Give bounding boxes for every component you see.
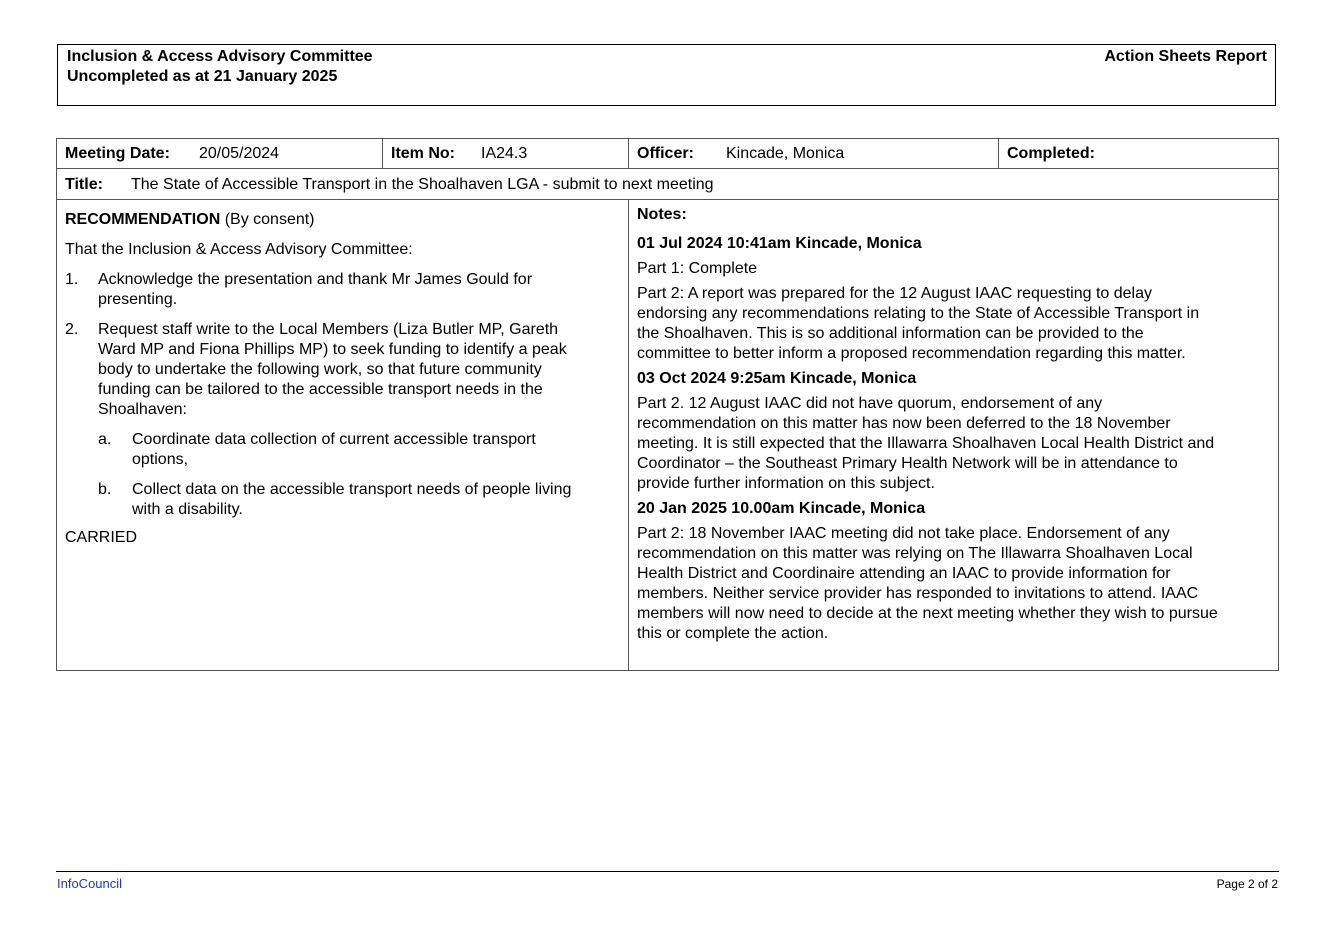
note-line: recommendation on this matter was relying on The Illawarra Shoalhaven Local	[637, 545, 1193, 562]
recommendation-subitem	[132, 480, 571, 520]
title-text: The State of Accessible Transport in the Shoalhaven LGA - submit to next meeting	[131, 176, 714, 193]
recommendation-subitem	[132, 430, 536, 470]
note-heading: 01 Jul 2024 10:41am Kincade, Monica	[637, 235, 922, 252]
note-line: members will now need to decide at the next meeting whether they wish to pursue	[637, 605, 1218, 622]
officer-cell	[628, 139, 998, 169]
completed-label: Completed:	[1007, 145, 1095, 162]
note-line: Part 2: A report was prepared for the 12 August IAAC requesting to delay	[637, 285, 1152, 302]
report-type: Action Sheets Report	[1104, 48, 1267, 65]
report-status: Uncompleted as at 21 January 2025	[67, 68, 338, 85]
meeting-date-cell	[57, 139, 382, 169]
item-no-cell	[382, 139, 629, 169]
note-line: Part 1: Complete	[637, 260, 758, 277]
note-line: the Shoalhaven. This is so additional information can be provided to the	[637, 325, 1144, 342]
note-heading: 20 Jan 2025 10.00am Kincade, Monica	[637, 500, 926, 517]
notes-section	[628, 200, 1278, 670]
note-paragraph	[637, 259, 757, 279]
item-line: body to undertake the following work, so that future community	[98, 361, 542, 378]
item-number: 1.	[65, 271, 79, 288]
note-line: Part 2. 12 August IAAC did not have quorum, endorsement of any	[637, 395, 1103, 412]
recommendation-item	[98, 320, 567, 420]
note-line: endorsing any recommendations relating to the State of Accessible Transport in	[637, 305, 1200, 322]
recommendation-heading	[65, 210, 315, 230]
completed-cell	[998, 139, 1278, 169]
note-line: Health District and Coordinaire attending an IAAC to provide information for	[637, 565, 1171, 582]
note-line: committee to better inform a proposed recommendation regarding this matter.	[637, 345, 1186, 362]
recommendation-intro: That the Inclusion & Access Advisory Committee:	[65, 241, 413, 258]
note-line: provide further information on this subject.	[637, 475, 935, 492]
footer-brand: InfoCouncil	[57, 876, 123, 891]
notes-label: Notes:	[637, 206, 687, 223]
meeting-date-label: Meeting Date:	[65, 145, 170, 162]
subitem-line: Coordinate data collection of current accessible transport	[132, 431, 536, 448]
note-paragraph	[637, 284, 1199, 364]
item-line: Ward MP and Fiona Phillips MP) to seek funding to identify a peak	[98, 341, 567, 358]
report-header	[57, 44, 1276, 106]
note-line: Part 2: 18 November IAAC meeting did not take place. Endorsement of any	[637, 525, 1170, 542]
item-line: Acknowledge the presentation and thank Mr James Gould for	[98, 271, 533, 288]
title-label: Title:	[65, 176, 103, 193]
recommendation-item	[98, 270, 532, 310]
subitem-line: with a disability.	[132, 501, 243, 518]
item-line: presenting.	[98, 291, 178, 308]
item-no-value: IA24.3	[481, 145, 528, 162]
item-no-label: Item No:	[391, 145, 455, 162]
committee-name: Inclusion & Access Advisory Committee	[67, 48, 373, 65]
officer-value: Kincade, Monica	[726, 145, 845, 162]
note-paragraph	[637, 524, 1218, 644]
note-line: members. Neither service provider has responded to invitations to attend. IAAC	[637, 585, 1199, 602]
recommendation-result: CARRIED	[65, 529, 138, 546]
subitem-line: options,	[132, 451, 189, 468]
subitem-letter: a.	[98, 431, 112, 448]
note-line: recommendation on this matter has now been deferred to the 18 November	[637, 415, 1171, 432]
recommendation-section	[57, 200, 628, 670]
recommendation-title: RECOMMENDATION	[65, 211, 221, 228]
title-row	[57, 169, 1278, 200]
note-line: meeting. It is still expected that the Illawarra Shoalhaven Local Health District and	[637, 435, 1215, 452]
page-number: Page 2 of 2	[1216, 877, 1278, 891]
footer-divider	[56, 871, 1279, 872]
note-line: Coordinator – the Southeast Primary Health Network will be in attendance to	[637, 455, 1178, 472]
item-line: Shoalhaven:	[98, 401, 187, 418]
item-line: funding can be tailored to the accessible transport needs in the	[98, 381, 543, 398]
subitem-line: Collect data on the accessible transport needs of people living	[132, 481, 572, 498]
subitem-letter: b.	[98, 481, 112, 498]
note-line: this or complete the action.	[637, 625, 829, 642]
officer-label: Officer:	[637, 145, 694, 162]
note-heading: 03 Oct 2024 9:25am Kincade, Monica	[637, 370, 917, 387]
recommendation-consent: (By consent)	[220, 211, 315, 228]
note-paragraph	[637, 394, 1214, 494]
meeting-date-value: 20/05/2024	[199, 145, 280, 162]
item-number: 2.	[65, 321, 79, 338]
action-sheet-table	[56, 138, 1279, 671]
item-line: Request staff write to the Local Members (Liza Butler MP, Gareth	[98, 321, 559, 338]
